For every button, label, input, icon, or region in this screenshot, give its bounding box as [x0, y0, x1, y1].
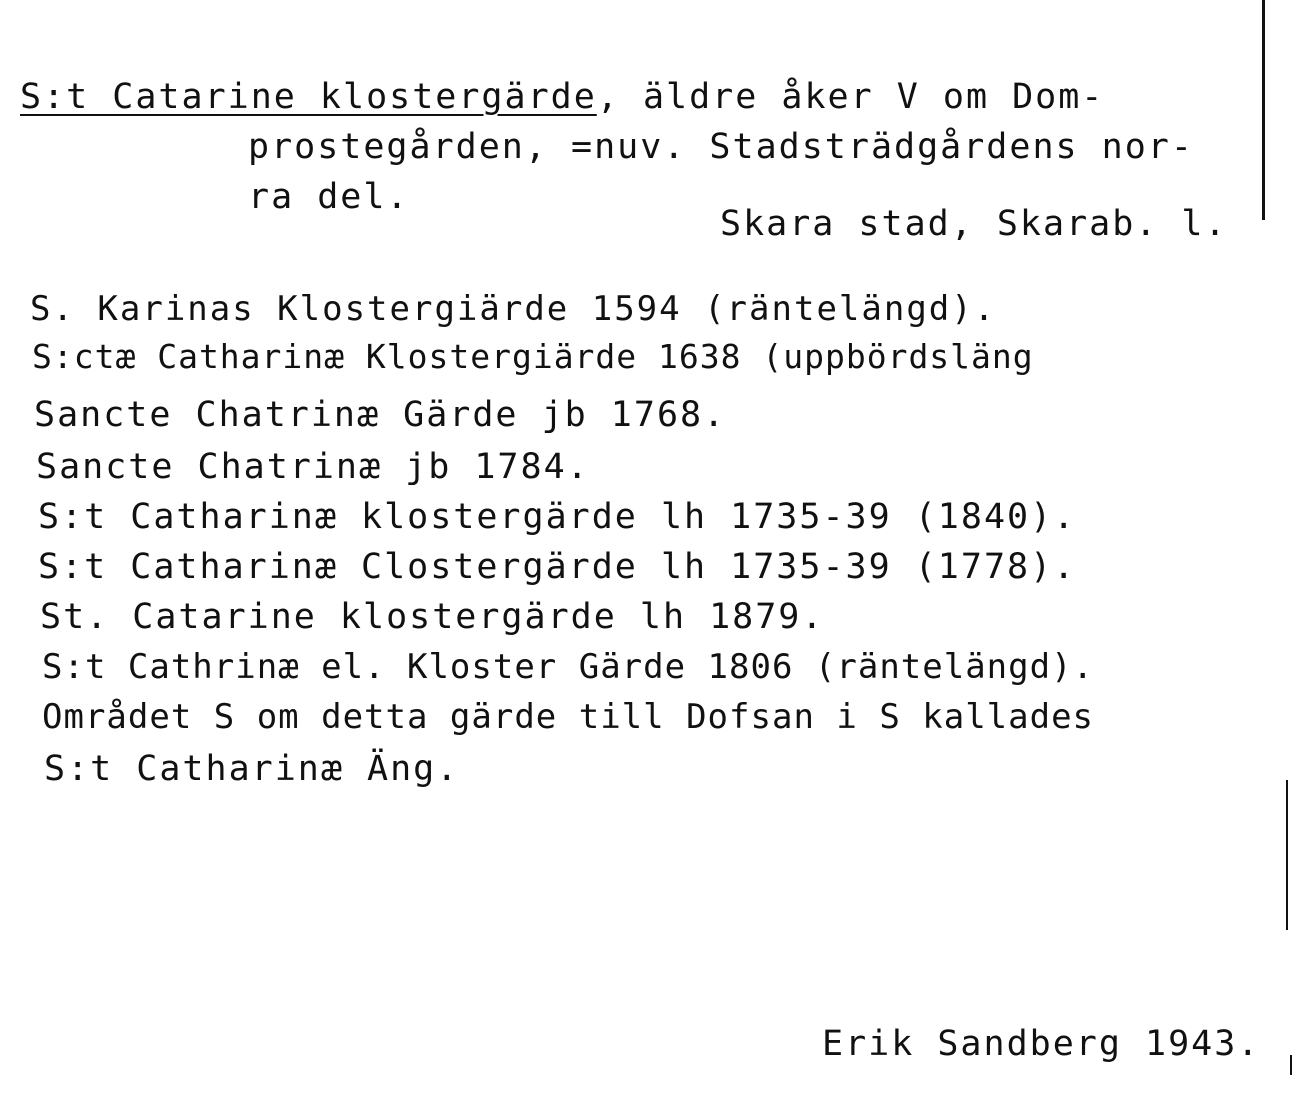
heading-line-2: prostegården, =nuv. Stadsträdgårdens nor-	[248, 127, 1194, 167]
record-line-2: S:ctæ Catharinæ Klostergiärde 1638 (uppbördsläng	[32, 337, 1034, 376]
heading-line-3: ra del.	[248, 177, 410, 217]
signature: Erik Sandberg 1943.	[822, 1024, 1261, 1064]
record-line-9: Området S om detta gärde till Dofsan i S kallades	[42, 697, 1095, 737]
record-line-10: S:t Catharinæ Äng.	[44, 749, 460, 789]
record-line-3: Sancte Chatrinæ Gärde jb 1768.	[34, 395, 727, 435]
record-line-6: S:t Catharinæ Clostergärde lh 1735-39 (1778).	[38, 547, 1077, 587]
heading-description: , äldre åker V om Dom-	[596, 77, 1105, 117]
record-line-1: S. Karinas Klostergiärde 1594 (räntelängd).	[30, 289, 997, 329]
card-right-edge-mark	[1290, 1055, 1292, 1075]
heading-line-1	[20, 77, 1105, 117]
card-right-edge	[1262, 0, 1265, 220]
location: Skara stad, Skarab. l.	[720, 204, 1228, 244]
card-right-edge-lower	[1286, 780, 1288, 930]
record-line-4: Sancte Chatrinæ jb 1784.	[36, 447, 590, 487]
record-line-8: S:t Cathrinæ el. Kloster Gärde 1806 (räntelängd).	[42, 647, 1095, 687]
record-line-5: S:t Catharinæ klostergärde lh 1735-39 (1840).	[38, 497, 1077, 537]
place-name: S:t Catarine klostergärde	[20, 77, 597, 117]
record-line-7: St. Catarine klostergärde lh 1879.	[40, 597, 825, 637]
